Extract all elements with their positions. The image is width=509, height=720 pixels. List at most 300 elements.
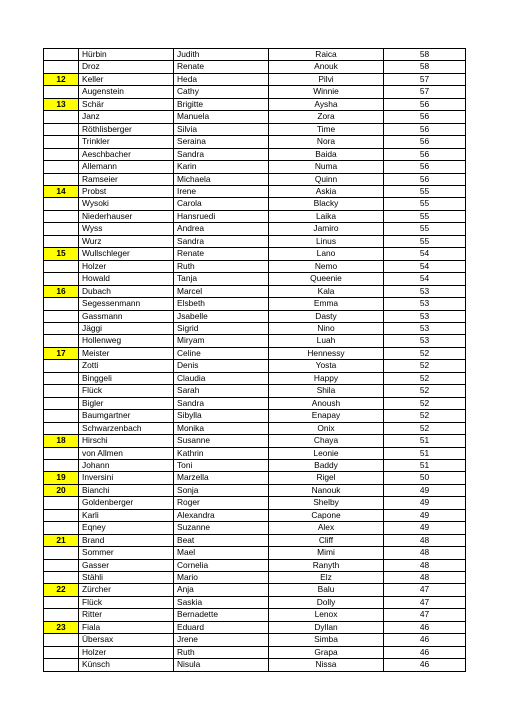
- table-row: [44, 509, 466, 521]
- table-row: [44, 534, 466, 546]
- rank-cell: [44, 497, 79, 509]
- dog-name-cell: Happy: [269, 372, 384, 384]
- rank-cell: [44, 646, 79, 658]
- rank-cell: [44, 360, 79, 372]
- first-name-cell: Eduard: [174, 621, 269, 633]
- first-name-cell: Cornelia: [174, 559, 269, 571]
- table-row: [44, 646, 466, 658]
- dog-name-cell: Nissa: [269, 659, 384, 671]
- first-name-cell: Beat: [174, 534, 269, 546]
- rank-cell: [44, 559, 79, 571]
- points-cell: 53: [384, 322, 466, 334]
- dog-name-cell: Askia: [269, 185, 384, 197]
- table-row: [44, 559, 466, 571]
- dog-name-cell: Aysha: [269, 98, 384, 110]
- points-cell: 51: [384, 459, 466, 471]
- table-row: [44, 447, 466, 459]
- rank-cell: [44, 148, 79, 160]
- last-name-cell: Inversini: [79, 472, 174, 484]
- first-name-cell: Tanja: [174, 273, 269, 285]
- dog-name-cell: Luah: [269, 335, 384, 347]
- first-name-cell: Sandra: [174, 235, 269, 247]
- dog-name-cell: Alex: [269, 522, 384, 534]
- rank-cell: [44, 459, 79, 471]
- first-name-cell: Ruth: [174, 260, 269, 272]
- last-name-cell: Augenstein: [79, 86, 174, 98]
- rank-cell: 13: [44, 98, 79, 110]
- first-name-cell: Anja: [174, 584, 269, 596]
- first-name-cell: Renate: [174, 248, 269, 260]
- table-row: [44, 49, 466, 61]
- rank-cell: [44, 223, 79, 235]
- table-row: [44, 472, 466, 484]
- last-name-cell: Howald: [79, 273, 174, 285]
- dog-name-cell: Queenie: [269, 273, 384, 285]
- table-row: [44, 572, 466, 584]
- first-name-cell: Miryam: [174, 335, 269, 347]
- rank-cell: [44, 173, 79, 185]
- dog-name-cell: Dolly: [269, 596, 384, 608]
- rank-cell: 18: [44, 435, 79, 447]
- points-cell: 52: [384, 360, 466, 372]
- table-row: [44, 547, 466, 559]
- table-row: [44, 522, 466, 534]
- table-row: [44, 148, 466, 160]
- rank-cell: [44, 198, 79, 210]
- dog-name-cell: Leonie: [269, 447, 384, 459]
- first-name-cell: Sibylla: [174, 410, 269, 422]
- last-name-cell: Übersax: [79, 634, 174, 646]
- points-cell: 55: [384, 223, 466, 235]
- last-name-cell: Gassmann: [79, 310, 174, 322]
- last-name-cell: Baumgartner: [79, 410, 174, 422]
- first-name-cell: Suzanne: [174, 522, 269, 534]
- last-name-cell: Wullschleger: [79, 248, 174, 260]
- table-row: [44, 273, 466, 285]
- last-name-cell: Dubach: [79, 285, 174, 297]
- dog-name-cell: Lenox: [269, 609, 384, 621]
- first-name-cell: Manuela: [174, 111, 269, 123]
- last-name-cell: Zotti: [79, 360, 174, 372]
- last-name-cell: Brand: [79, 534, 174, 546]
- dog-name-cell: Shila: [269, 385, 384, 397]
- first-name-cell: Hansruedi: [174, 210, 269, 222]
- points-cell: 49: [384, 509, 466, 521]
- dog-name-cell: Kala: [269, 285, 384, 297]
- table-row: [44, 86, 466, 98]
- dog-name-cell: Blacky: [269, 198, 384, 210]
- rank-cell: [44, 335, 79, 347]
- rank-cell: 22: [44, 584, 79, 596]
- dog-name-cell: Pilvi: [269, 73, 384, 85]
- dog-name-cell: Baida: [269, 148, 384, 160]
- first-name-cell: Mael: [174, 547, 269, 559]
- dog-name-cell: Grapa: [269, 646, 384, 658]
- table-row: [44, 223, 466, 235]
- last-name-cell: Janz: [79, 111, 174, 123]
- points-cell: 49: [384, 522, 466, 534]
- points-cell: 51: [384, 435, 466, 447]
- points-cell: 53: [384, 298, 466, 310]
- last-name-cell: von Allmen: [79, 447, 174, 459]
- dog-name-cell: Nanouk: [269, 484, 384, 496]
- table-row: [44, 484, 466, 496]
- first-name-cell: Sandra: [174, 397, 269, 409]
- last-name-cell: Künsch: [79, 659, 174, 671]
- dog-name-cell: Simba: [269, 634, 384, 646]
- first-name-cell: Bernadette: [174, 609, 269, 621]
- last-name-cell: Röthlisberger: [79, 123, 174, 135]
- dog-name-cell: Anoush: [269, 397, 384, 409]
- first-name-cell: Karin: [174, 161, 269, 173]
- table-row: [44, 335, 466, 347]
- points-cell: 49: [384, 497, 466, 509]
- table-row: [44, 634, 466, 646]
- table-row: [44, 659, 466, 671]
- table-row: [44, 210, 466, 222]
- dog-name-cell: Lano: [269, 248, 384, 260]
- last-name-cell: Holzer: [79, 260, 174, 272]
- ranking-table: [43, 48, 466, 672]
- last-name-cell: Wyss: [79, 223, 174, 235]
- points-cell: 56: [384, 148, 466, 160]
- rank-cell: [44, 235, 79, 247]
- table-row: [44, 248, 466, 260]
- rank-cell: 23: [44, 621, 79, 633]
- rank-cell: 20: [44, 484, 79, 496]
- rank-cell: [44, 123, 79, 135]
- table-row: [44, 422, 466, 434]
- table-row: [44, 497, 466, 509]
- points-cell: 52: [384, 397, 466, 409]
- table-row: [44, 596, 466, 608]
- points-cell: 53: [384, 335, 466, 347]
- dog-name-cell: Cliff: [269, 534, 384, 546]
- rank-cell: 12: [44, 73, 79, 85]
- table-row: [44, 621, 466, 633]
- last-name-cell: Keller: [79, 73, 174, 85]
- table-row: [44, 61, 466, 73]
- rank-cell: [44, 86, 79, 98]
- rank-cell: 16: [44, 285, 79, 297]
- first-name-cell: Ruth: [174, 646, 269, 658]
- dog-name-cell: Baddy: [269, 459, 384, 471]
- table-row: [44, 73, 466, 85]
- rank-cell: [44, 422, 79, 434]
- dog-name-cell: Elz: [269, 572, 384, 584]
- rank-cell: 15: [44, 248, 79, 260]
- points-cell: 56: [384, 136, 466, 148]
- points-cell: 57: [384, 73, 466, 85]
- table-row: [44, 609, 466, 621]
- table-row: [44, 397, 466, 409]
- points-cell: 46: [384, 634, 466, 646]
- dog-name-cell: Linus: [269, 235, 384, 247]
- last-name-cell: Meister: [79, 347, 174, 359]
- table-row: [44, 360, 466, 372]
- points-cell: 52: [384, 385, 466, 397]
- points-cell: 56: [384, 98, 466, 110]
- last-name-cell: Goldenberger: [79, 497, 174, 509]
- dog-name-cell: Hennessy: [269, 347, 384, 359]
- rank-cell: 21: [44, 534, 79, 546]
- dog-name-cell: Numa: [269, 161, 384, 173]
- last-name-cell: Wysoki: [79, 198, 174, 210]
- dog-name-cell: Enapay: [269, 410, 384, 422]
- table-row: [44, 123, 466, 135]
- last-name-cell: Binggeli: [79, 372, 174, 384]
- rank-cell: 17: [44, 347, 79, 359]
- first-name-cell: Carola: [174, 198, 269, 210]
- table-row: [44, 347, 466, 359]
- table-row: [44, 385, 466, 397]
- table-row: [44, 584, 466, 596]
- first-name-cell: Saskia: [174, 596, 269, 608]
- table-row: [44, 173, 466, 185]
- last-name-cell: Ritter: [79, 609, 174, 621]
- table-row: [44, 459, 466, 471]
- table-row: [44, 185, 466, 197]
- last-name-cell: Stähli: [79, 572, 174, 584]
- first-name-cell: Sarah: [174, 385, 269, 397]
- last-name-cell: Jäggi: [79, 322, 174, 334]
- points-cell: 55: [384, 210, 466, 222]
- dog-name-cell: Dasty: [269, 310, 384, 322]
- last-name-cell: Bigler: [79, 397, 174, 409]
- dog-name-cell: Nino: [269, 322, 384, 334]
- last-name-cell: Trinkler: [79, 136, 174, 148]
- dog-name-cell: Ranyth: [269, 559, 384, 571]
- last-name-cell: Droz: [79, 61, 174, 73]
- rank-cell: [44, 385, 79, 397]
- dog-name-cell: Nemo: [269, 260, 384, 272]
- rank-cell: [44, 509, 79, 521]
- dog-name-cell: Time: [269, 123, 384, 135]
- table-row: [44, 198, 466, 210]
- rank-cell: 19: [44, 472, 79, 484]
- rank-cell: [44, 522, 79, 534]
- table-row: [44, 435, 466, 447]
- rank-cell: [44, 273, 79, 285]
- points-cell: 56: [384, 173, 466, 185]
- first-name-cell: Sigrid: [174, 322, 269, 334]
- first-name-cell: Elsbeth: [174, 298, 269, 310]
- points-cell: 55: [384, 198, 466, 210]
- points-cell: 54: [384, 273, 466, 285]
- dog-name-cell: Emma: [269, 298, 384, 310]
- last-name-cell: Fiala: [79, 621, 174, 633]
- first-name-cell: Mario: [174, 572, 269, 584]
- dog-name-cell: Anouk: [269, 61, 384, 73]
- points-cell: 55: [384, 235, 466, 247]
- points-cell: 57: [384, 86, 466, 98]
- first-name-cell: Denis: [174, 360, 269, 372]
- first-name-cell: Kathrin: [174, 447, 269, 459]
- rank-cell: [44, 634, 79, 646]
- table-row: [44, 235, 466, 247]
- first-name-cell: Celine: [174, 347, 269, 359]
- last-name-cell: Ramseier: [79, 173, 174, 185]
- last-name-cell: Zürcher: [79, 584, 174, 596]
- points-cell: 54: [384, 260, 466, 272]
- rank-cell: [44, 572, 79, 584]
- last-name-cell: Niederhauser: [79, 210, 174, 222]
- last-name-cell: Hollenweg: [79, 335, 174, 347]
- first-name-cell: Toni: [174, 459, 269, 471]
- first-name-cell: Monika: [174, 422, 269, 434]
- dog-name-cell: Raica: [269, 49, 384, 61]
- last-name-cell: Hürbin: [79, 49, 174, 61]
- points-cell: 58: [384, 49, 466, 61]
- points-cell: 52: [384, 372, 466, 384]
- points-cell: 46: [384, 659, 466, 671]
- rank-cell: [44, 49, 79, 61]
- points-cell: 52: [384, 410, 466, 422]
- points-cell: 52: [384, 347, 466, 359]
- points-cell: 56: [384, 161, 466, 173]
- first-name-cell: Renate: [174, 61, 269, 73]
- rank-cell: [44, 61, 79, 73]
- last-name-cell: Johann: [79, 459, 174, 471]
- dog-name-cell: Zora: [269, 111, 384, 123]
- last-name-cell: Flück: [79, 385, 174, 397]
- points-cell: 48: [384, 547, 466, 559]
- dog-name-cell: Nora: [269, 136, 384, 148]
- points-cell: 46: [384, 646, 466, 658]
- first-name-cell: Judith: [174, 49, 269, 61]
- table-row: [44, 260, 466, 272]
- rank-cell: [44, 397, 79, 409]
- dog-name-cell: Dyllan: [269, 621, 384, 633]
- last-name-cell: Gasser: [79, 559, 174, 571]
- table-row: [44, 298, 466, 310]
- points-cell: 53: [384, 285, 466, 297]
- rank-cell: [44, 136, 79, 148]
- table-row: [44, 372, 466, 384]
- dog-name-cell: Winnie: [269, 86, 384, 98]
- dog-name-cell: Balu: [269, 584, 384, 596]
- dog-name-cell: Jamiro: [269, 223, 384, 235]
- last-name-cell: Hirschi: [79, 435, 174, 447]
- rank-cell: [44, 322, 79, 334]
- table-row: [44, 285, 466, 297]
- points-cell: 47: [384, 609, 466, 621]
- points-cell: 54: [384, 248, 466, 260]
- points-cell: 50: [384, 472, 466, 484]
- rank-cell: [44, 596, 79, 608]
- table-row: [44, 410, 466, 422]
- last-name-cell: Wurz: [79, 235, 174, 247]
- rank-cell: [44, 298, 79, 310]
- table-row: [44, 98, 466, 110]
- last-name-cell: Eqney: [79, 522, 174, 534]
- first-name-cell: Sonja: [174, 484, 269, 496]
- first-name-cell: Seraina: [174, 136, 269, 148]
- points-cell: 49: [384, 484, 466, 496]
- first-name-cell: Irene: [174, 185, 269, 197]
- rank-cell: [44, 260, 79, 272]
- first-name-cell: Cathy: [174, 86, 269, 98]
- points-cell: 48: [384, 534, 466, 546]
- points-cell: 52: [384, 422, 466, 434]
- last-name-cell: Bianchi: [79, 484, 174, 496]
- first-name-cell: Sandra: [174, 148, 269, 160]
- first-name-cell: Marzella: [174, 472, 269, 484]
- points-cell: 48: [384, 572, 466, 584]
- last-name-cell: Flück: [79, 596, 174, 608]
- first-name-cell: Nisula: [174, 659, 269, 671]
- first-name-cell: Alexandra: [174, 509, 269, 521]
- rank-cell: 14: [44, 185, 79, 197]
- first-name-cell: Susanne: [174, 435, 269, 447]
- dog-name-cell: Rigel: [269, 472, 384, 484]
- points-cell: 47: [384, 584, 466, 596]
- rank-cell: [44, 372, 79, 384]
- points-cell: 56: [384, 123, 466, 135]
- dog-name-cell: Laika: [269, 210, 384, 222]
- dog-name-cell: Onix: [269, 422, 384, 434]
- last-name-cell: Aeschbacher: [79, 148, 174, 160]
- dog-name-cell: Mimi: [269, 547, 384, 559]
- table-row: [44, 111, 466, 123]
- dog-name-cell: Capone: [269, 509, 384, 521]
- points-cell: 53: [384, 310, 466, 322]
- points-cell: 55: [384, 185, 466, 197]
- rank-cell: [44, 161, 79, 173]
- last-name-cell: Holzer: [79, 646, 174, 658]
- first-name-cell: Claudia: [174, 372, 269, 384]
- first-name-cell: Jsabelle: [174, 310, 269, 322]
- rank-cell: [44, 547, 79, 559]
- first-name-cell: Jrene: [174, 634, 269, 646]
- table-row: [44, 136, 466, 148]
- first-name-cell: Andrea: [174, 223, 269, 235]
- dog-name-cell: Yosta: [269, 360, 384, 372]
- rank-cell: [44, 447, 79, 459]
- ranking-table-body: [44, 49, 466, 672]
- first-name-cell: Brigitte: [174, 98, 269, 110]
- dog-name-cell: Shelby: [269, 497, 384, 509]
- first-name-cell: Michaela: [174, 173, 269, 185]
- first-name-cell: Marcel: [174, 285, 269, 297]
- points-cell: 58: [384, 61, 466, 73]
- last-name-cell: Segessenmann: [79, 298, 174, 310]
- last-name-cell: Probst: [79, 185, 174, 197]
- rank-cell: [44, 310, 79, 322]
- rank-cell: [44, 111, 79, 123]
- first-name-cell: Roger: [174, 497, 269, 509]
- first-name-cell: Silvia: [174, 123, 269, 135]
- dog-name-cell: Chaya: [269, 435, 384, 447]
- dog-name-cell: Quinn: [269, 173, 384, 185]
- rank-cell: [44, 210, 79, 222]
- points-cell: 46: [384, 621, 466, 633]
- last-name-cell: Sommer: [79, 547, 174, 559]
- points-cell: 56: [384, 111, 466, 123]
- points-cell: 48: [384, 559, 466, 571]
- points-cell: 47: [384, 596, 466, 608]
- last-name-cell: Schär: [79, 98, 174, 110]
- points-cell: 51: [384, 447, 466, 459]
- table-row: [44, 322, 466, 334]
- first-name-cell: Heda: [174, 73, 269, 85]
- last-name-cell: Allemann: [79, 161, 174, 173]
- table-row: [44, 161, 466, 173]
- rank-cell: [44, 410, 79, 422]
- rank-cell: [44, 659, 79, 671]
- last-name-cell: Schwarzenbach: [79, 422, 174, 434]
- table-row: [44, 310, 466, 322]
